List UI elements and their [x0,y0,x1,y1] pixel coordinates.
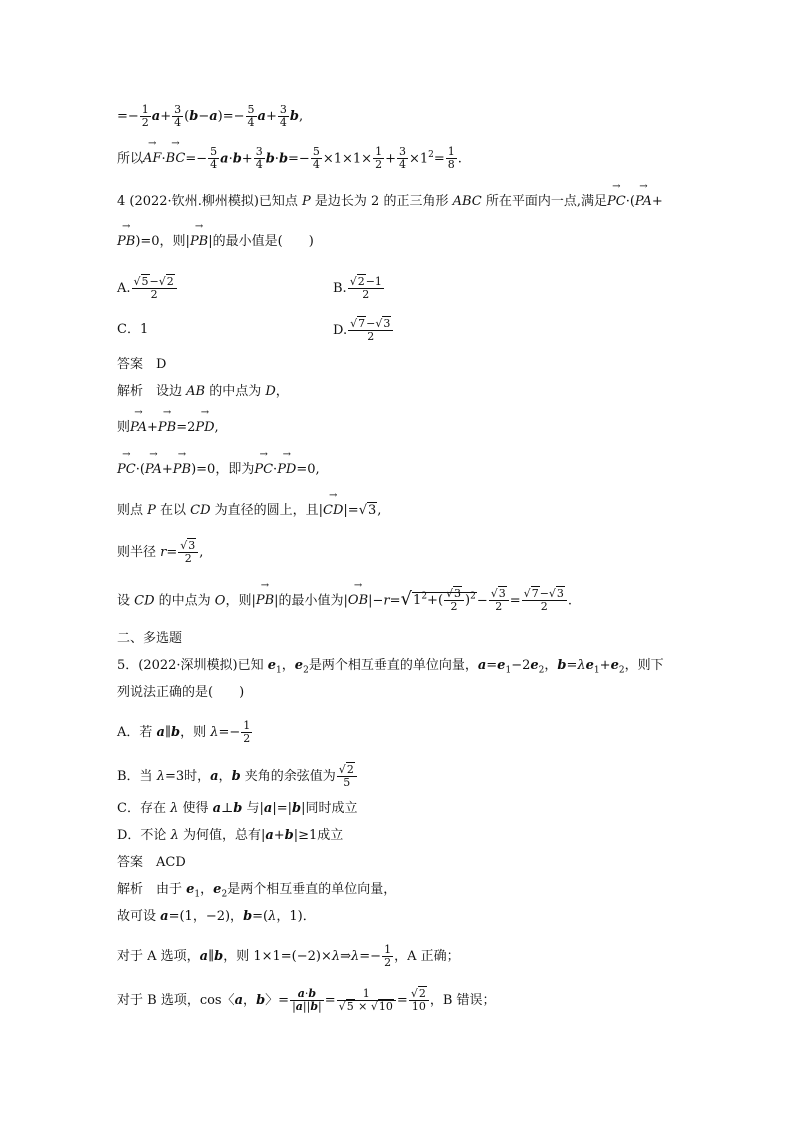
question-4-option-d: D. $\frac{√7-√3}{2}$ [333,318,394,343]
explanation-4-line-6: 设 CD 的中点为 O，则|→ PB|的最小值为|→ $OB|-r=√1^2+$( $\frac{√3}{2}$ )$^2$− $\frac{√3}{2}$ = $\frac{√7-√3}{2}$ . [117,588,572,613]
section-heading-multiple-choice: 二、多选题 [117,631,183,646]
question-4-option-a: A. $\frac{√5-√2}{2}$ [117,276,178,301]
explanation-4-line-3: → PC·(→ PA+→ PB)=0，即为→ PC·→ PD=0, [117,461,320,479]
solution-line-2: 所以→ AF·→ BC=− $\frac{5}{4}$ a·b+ $\frac{3}{4}$ b·b=− $\frac{5}{4}$ ×1×1× $\frac{1}{2}$ + $\frac{3}{4}$ $\times 1^2=$ $\frac{1}{8}$ . [117,146,462,171]
question-4-option-b: B. $\frac{√2-1}{2}$ [333,275,382,301]
answer-5: 答案 ACD [117,855,186,870]
question-4-option-c: C．1 [117,322,149,337]
question-5-line-2: 列说法正确的是( ) [117,685,245,700]
explanation-5-line-3: 对于 A 选项，a∥b，则 1×1=(−2)×λ⇒λ=− $\frac{1}{2}$ ，A 正确； [117,943,460,969]
question-5-option-d: D．不论 λ 为何值，总有|a+b|≥1成立 [117,828,344,843]
explanation-4-line-4: 则点 P 在以 CD 为直径的圆上，且|→ CD|=√3, [117,502,381,520]
explanation-4-line-1: 解析 设边 AB 的中点为 D， [117,384,289,399]
explanation-5-line-2: 故可设 a=(1，−2)，b=(λ，1)． [117,909,316,924]
question-5-line-1: 5．(2022·深圳模拟)已知 $e_1$，$e_2$是两个相互垂直的单位向量，$a=e_1-2e_2$，$b=\lambda e_1+e_2$，则下 [117,658,664,676]
question-5-option-c: C．存在 λ 使得 a⊥b 与|a|=|b|同时成立 [117,801,358,816]
question-4-line-2: → PB)=0，则|→ PB|的最小值是( ) [117,233,314,251]
explanation-5-line-4: 对于 B 选项，cos〈a，b〉= $\frac{a\cdot b}{|a||b|}$ = $\frac{1}{√5 \times √10}$ = $\frac{√2}{10}$ ，B 错误； [117,987,496,1013]
answer-4: 答案 D [117,357,167,372]
question-4-line-1: 4 (2022·钦州.柳州模拟)已知点 P 是边长为 2 的正三角形 ABC 所在平面内一点,满足→ PC·(→ PA+ [117,193,663,211]
solution-line-1: =− $\frac{1}{2}$ a+ $\frac{3}{4}$ (b−a)=− $\frac{5}{4}$ a+ $\frac{3}{4}$ b, [117,103,304,129]
question-5-option-b: B．当 λ=3时，a，b 夹角的余弦值为 $\frac{√2}{5}$ [117,764,358,789]
question-5-option-a: A．若 a∥b，则 λ=− $\frac{1}{2}$ [117,719,251,745]
explanation-4-line-2: 则→ PA+→ PB=2→ PD, [117,419,219,437]
explanation-4-line-5: 则半径 r= $\frac{√3}{2}$ , [117,539,204,565]
explanation-5-line-1: 解析 由于 $e_1$，$e_2$是两个相互垂直的单位向量， [117,882,397,900]
